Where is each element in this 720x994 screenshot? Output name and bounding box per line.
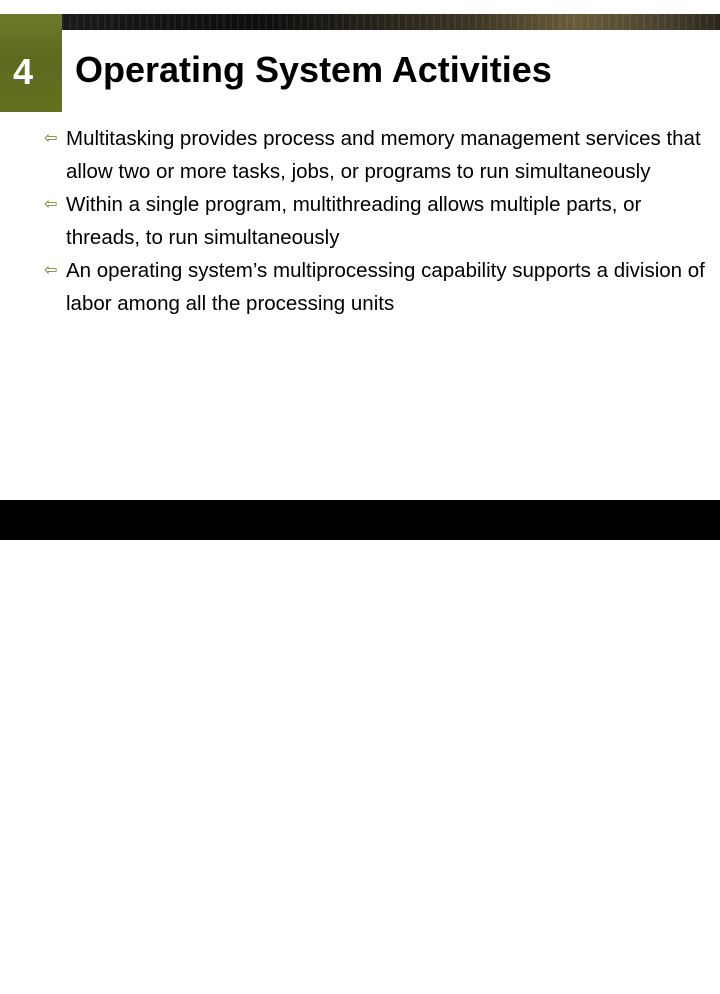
bullet-text: Multitasking provides process and memory management services that allow two or more tasks, jobs, or programs to run simultaneously: [66, 127, 701, 183]
page-number: 3: [705, 980, 712, 994]
slide-title: Operating System Activities: [75, 49, 552, 90]
bullet-item: [44, 254, 716, 320]
bullet-item: [44, 122, 716, 188]
bullet-list: [44, 122, 716, 320]
footer-bar: [0, 500, 720, 994]
chapter-number: 4: [12, 51, 34, 92]
bullet-text: An operating system’s multiprocessing capability supports a division of labor among all the processing units: [66, 259, 705, 315]
hollow-left-arrow-icon: ⇦: [44, 130, 58, 147]
chapter-strip: [0, 14, 62, 112]
bullet-text: Within a single program, multithreading allows multiple parts, or threads, to run simultaneously: [66, 193, 642, 249]
header-banner: [62, 14, 720, 30]
bullet-item: [44, 188, 716, 254]
hollow-left-arrow-icon: ⇦: [44, 262, 58, 279]
hollow-left-arrow-icon: ⇦: [44, 196, 58, 213]
